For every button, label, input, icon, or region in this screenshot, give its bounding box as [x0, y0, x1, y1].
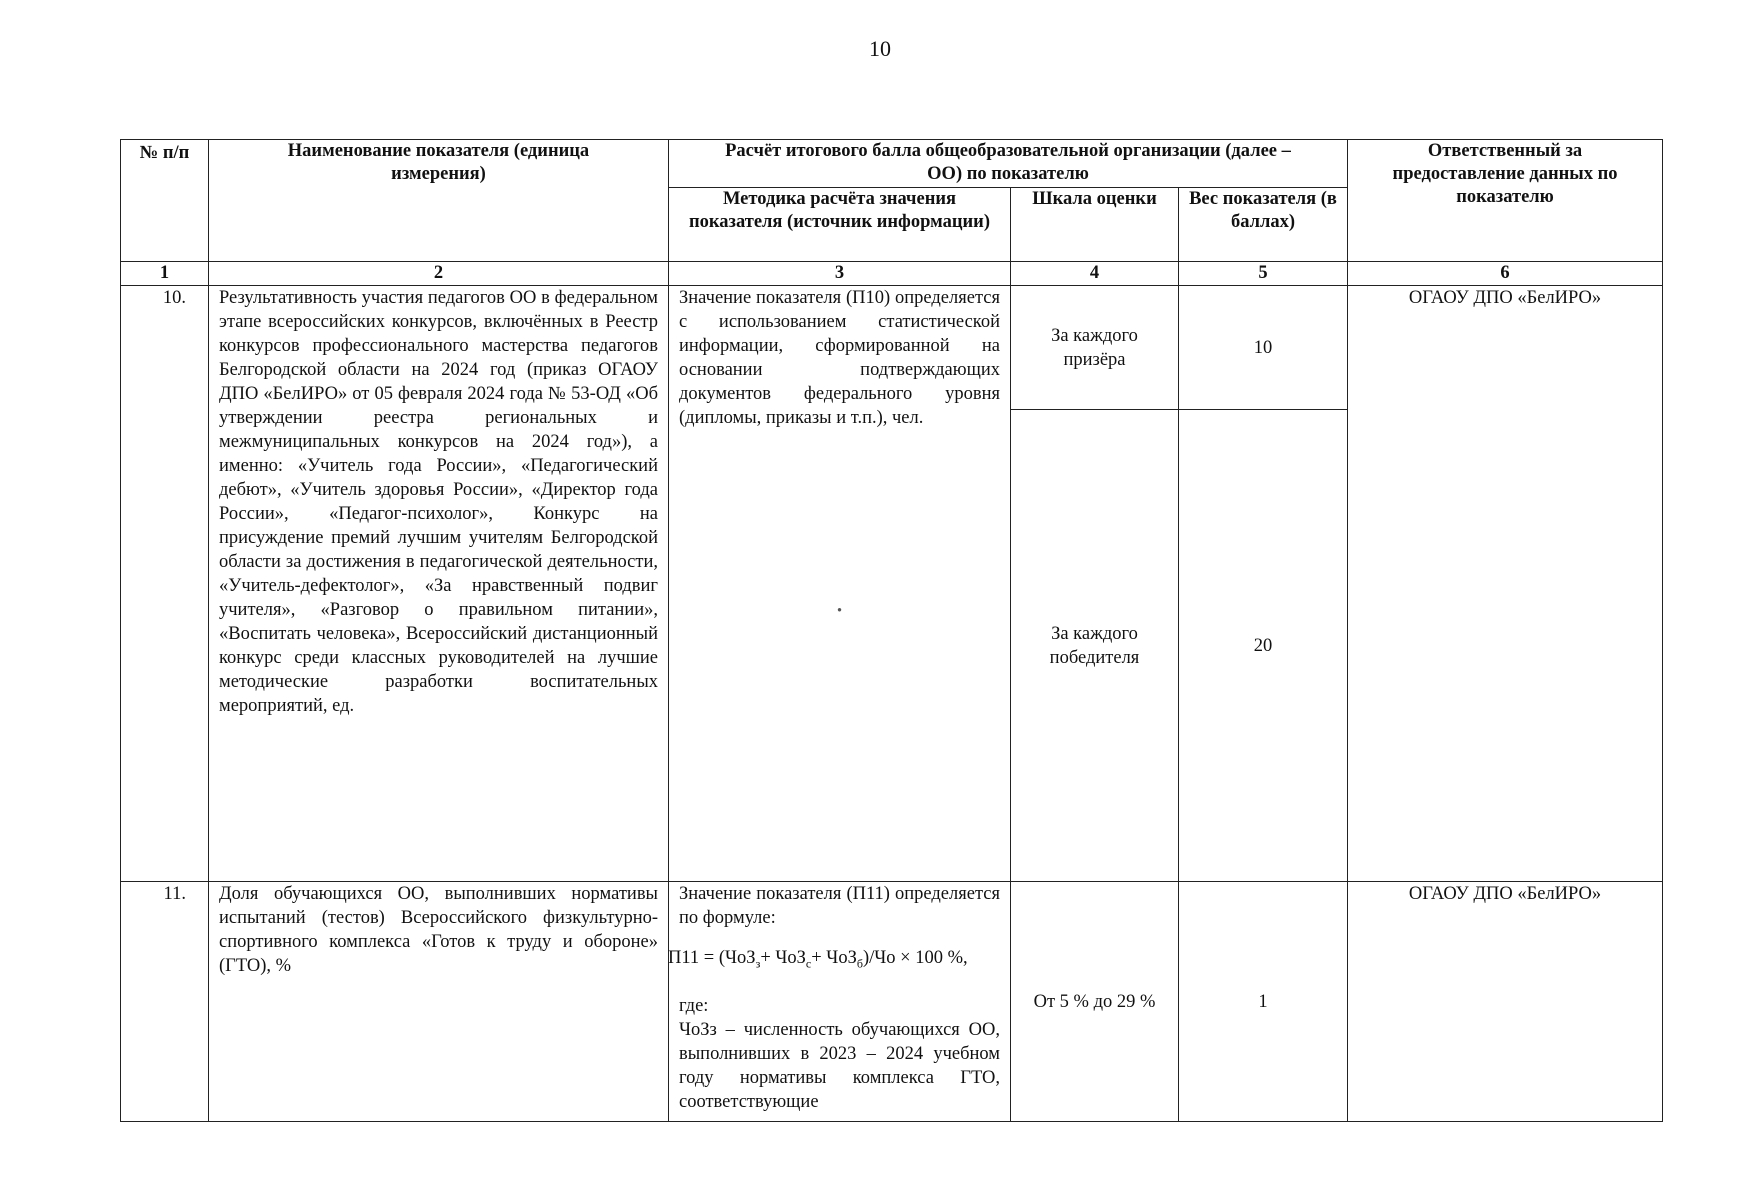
column-number: 5 — [1179, 262, 1348, 286]
column-number: 4 — [1011, 262, 1179, 286]
formula-sub: з — [755, 956, 761, 971]
formula-part: П11 = (ЧоЗ — [668, 948, 756, 968]
header-responsible: Ответственный за предоставление данных по показателю — [1348, 140, 1663, 262]
header-weight: Вес показателя (в баллах) — [1179, 188, 1348, 262]
column-number: 1 — [121, 262, 209, 286]
column-number: 6 — [1348, 262, 1663, 286]
variable-definition: ЧоЗз – численность обучающихся ОО, выполнивших в 2023 – 2024 учебном году нормативы комплекса ГТО, соответствующие — [679, 1020, 1000, 1112]
method-intro: Значение показателя (П11) определяется по формуле: — [679, 884, 1000, 928]
responsible: ОГАОУ ДПО «БелИРО» — [1348, 286, 1663, 882]
indicator-table — [120, 139, 1663, 1122]
column-number: 2 — [209, 262, 669, 286]
scale-weight: 1 — [1179, 882, 1348, 1122]
indicator-name: Доля обучающихся ОО, выполнивших нормативы испытаний (тестов) Всероссийского физкультурно-спортивного комплекса «Готов к труду и обороне» (ГТО), % — [209, 882, 669, 1122]
formula — [668, 946, 1000, 970]
header-num: № п/п — [121, 140, 209, 262]
row-number: 11. — [121, 882, 209, 1122]
page-number: 10 — [869, 36, 891, 61]
scale-weight: 20 — [1179, 410, 1348, 882]
column-number-row — [121, 262, 1663, 286]
scan-dot: ● — [837, 605, 842, 614]
scale-label: От 5 % до 29 % — [1011, 882, 1179, 1122]
header-name: Наименование показателя (единица измерения) — [209, 140, 669, 262]
header-method: Методика расчёта значения показателя (источник информации) — [669, 188, 1011, 262]
indicator-method — [669, 882, 1011, 1122]
formula-part: + ЧоЗ — [760, 948, 806, 968]
scale-weight: 10 — [1179, 286, 1348, 410]
header-scale: Шкала оценки — [1011, 188, 1179, 262]
column-number: 3 — [669, 262, 1011, 286]
indicator-method — [669, 286, 1011, 882]
formula-where: где: — [679, 996, 709, 1016]
formula-part: + ЧоЗ — [811, 948, 857, 968]
indicator-name: Результативность участия педагогов ОО в федеральном этапе всероссийских конкурсов, включённых в Реестр конкурсов профессионального мастерства педагогов Белгородской области на 2024 год (приказ ОГАОУ ДПО «БелИРО» от 05 февраля 2024 года № 53-ОД «Об утверждении реестра региональных и межмуниципальных конкурсов на 2024 год»), а именно: «Учитель года России», «Педагогический дебют», «Учитель здоровья России», «Директор года России», «Педагог-психолог», Конкурс на присуждение премий лучшим учителям Белгородской области за достижения в педагогической деятельности, «Учитель-дефектолог», «За нравственный подвиг учителя», «Разговор о правильном питании», «Воспитать человека», Всероссийский дистанционный конкурс среди классных руководителей на лучшие методические разработки воспитательных мероприятий, ед. — [209, 286, 669, 882]
responsible: ОГАОУ ДПО «БелИРО» — [1348, 882, 1663, 1122]
method-clip — [668, 882, 1000, 1120]
table-row — [121, 286, 1663, 410]
formula-sub: с — [805, 956, 812, 971]
table-row — [121, 882, 1663, 1122]
method-text: Значение показателя (П10) определяется с использованием статистической информации, сформированной на основании подтверждающих документов федерального уровня (дипломы, приказы и т.п.), чел. — [679, 288, 1000, 428]
formula-part: )/Чо × 100 %, — [862, 948, 968, 968]
header-row-top — [121, 140, 1663, 188]
formula-sub: б — [856, 956, 863, 971]
scale-label: За каждого призёра — [1011, 286, 1179, 410]
scale-label: За каждого победителя — [1011, 410, 1179, 882]
header-calc-group: Расчёт итогового балла общеобразовательной организации (далее – ОО) по показателю — [669, 140, 1348, 188]
row-number: 10. — [121, 286, 209, 882]
